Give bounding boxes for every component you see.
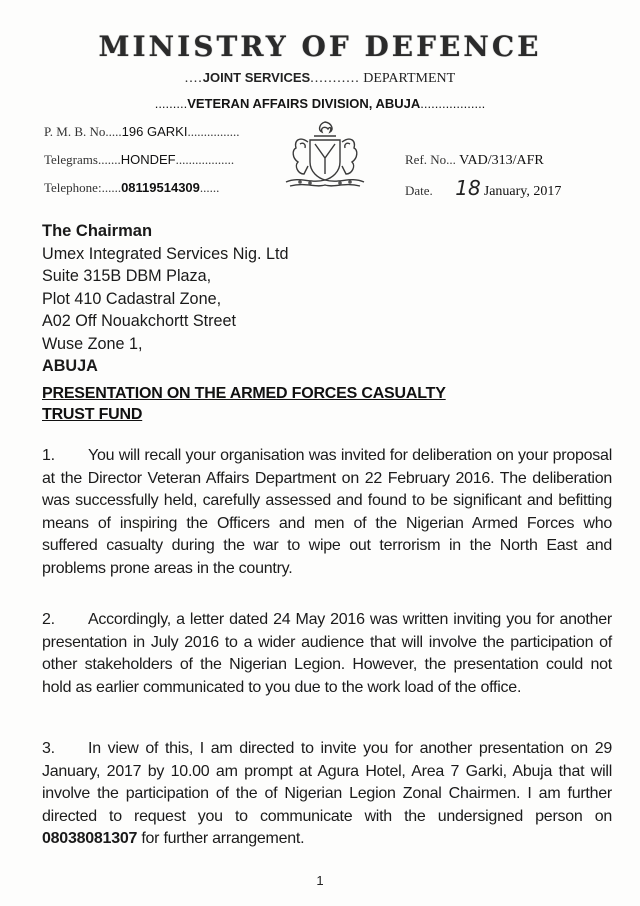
address-line: A02 Off Nouakchortt Street xyxy=(42,312,237,330)
division-name: VETERAN AFFAIRS DIVISION, ABUJA xyxy=(187,96,421,111)
reference-field xyxy=(405,152,544,169)
subject-line-1: PRESENTATION ON THE ARMED FORCES CASUALTY xyxy=(42,385,446,402)
telephone-dots: ...... xyxy=(199,180,220,195)
telegrams-label: Telegrams xyxy=(44,152,98,167)
pmb-value: 196 GARKI xyxy=(121,124,188,139)
date-label: Date. xyxy=(405,183,433,198)
subject-line-2: TRUST FUND xyxy=(42,405,143,423)
telegrams-dots: .................. xyxy=(175,152,235,167)
pmb-field xyxy=(44,124,239,140)
telegrams-field xyxy=(44,152,234,168)
dept-dots-before: .... xyxy=(184,71,203,86)
telegrams-value: HONDEF xyxy=(120,152,176,167)
date-field xyxy=(405,176,561,200)
telegrams-prefix: ....... xyxy=(97,152,121,167)
ref-label: Ref. No... xyxy=(405,152,456,167)
dept-name: JOINT SERVICES xyxy=(202,70,311,85)
recipient-title: The Chairman xyxy=(42,222,153,240)
pmb-label: P. M. B. No xyxy=(44,124,106,139)
telephone-prefix: ...... xyxy=(101,180,122,195)
date-month-year: January, 2017 xyxy=(483,184,562,199)
pmb-prefix: ..... xyxy=(105,124,122,139)
division-dots-before: ......... xyxy=(154,96,188,111)
nigeria-coat-of-arms-icon xyxy=(270,118,380,192)
telephone-label: Telephone: xyxy=(44,180,102,195)
department-line xyxy=(0,70,640,87)
paragraph-1 xyxy=(42,445,612,580)
address-line: Wuse Zone 1, xyxy=(42,334,143,353)
paragraph-text-end: for further arrangement. xyxy=(137,830,305,847)
paragraph-text: You will recall your organisation was invited for deliberation on your proposal at the Director Veteran Affairs Department on 22 February 2016. The deliberation was successfully held, carefully assessed and found to be significant and befitting means of inspiring the Officers and men of the Nigerian Armed Forces who suffered casualty during the war to wipe out terrorism in the North East and problems prone areas in the country. xyxy=(42,447,612,577)
paragraph-text: In view of this, I am directed to invite you for another presentation on 29 January, 2017 by 10.00 am prompt at Agura Hotel, Area 7 Garki, Abuja that will involve the participation of the of Nigerian Legion Zonal Chairmen. I am further directed to request you to communicate with the undersigned person on xyxy=(42,740,612,825)
ministry-title: MINISTRY OF DEFENCE xyxy=(98,30,542,63)
recipient-address xyxy=(42,220,289,378)
telephone-value: 08119514309 xyxy=(121,180,200,195)
ref-value: VAD/313/AFR xyxy=(459,153,544,168)
address-line: Umex Integrated Services Nig. Ltd xyxy=(42,244,289,263)
division-line xyxy=(0,96,640,111)
recipient-city: ABUJA xyxy=(42,357,98,375)
contact-phone-number: 08038081307 xyxy=(42,830,138,847)
telephone-field xyxy=(44,180,219,196)
date-day-handwritten: 18 xyxy=(455,176,481,200)
division-dots-after: .................. xyxy=(420,96,486,111)
paragraph-2 xyxy=(42,609,612,699)
address-line: Suite 315B DBM Plaza, xyxy=(42,267,212,285)
subject-heading xyxy=(42,384,446,425)
pmb-dots: ................ xyxy=(187,124,240,139)
address-line: Plot 410 Cadastral Zone, xyxy=(42,289,222,308)
dept-dots-after: ........... xyxy=(310,71,360,86)
paragraph-number: 3. xyxy=(42,740,55,757)
paragraph-number: 2. xyxy=(42,611,55,628)
paragraph-number: 1. xyxy=(42,447,55,464)
paragraph-3 xyxy=(42,738,612,851)
paragraph-text: Accordingly, a letter dated 24 May 2016 was written inviting you for another presentation in July 2016 to a wider audience that will involve the participation of other stakeholders of the Nigerian Legion. However, the presentation could not hold as earlier communicated to you due to the work load of the office. xyxy=(42,611,612,696)
dept-suffix: DEPARTMENT xyxy=(363,71,456,86)
page-number: 1 xyxy=(316,873,324,888)
